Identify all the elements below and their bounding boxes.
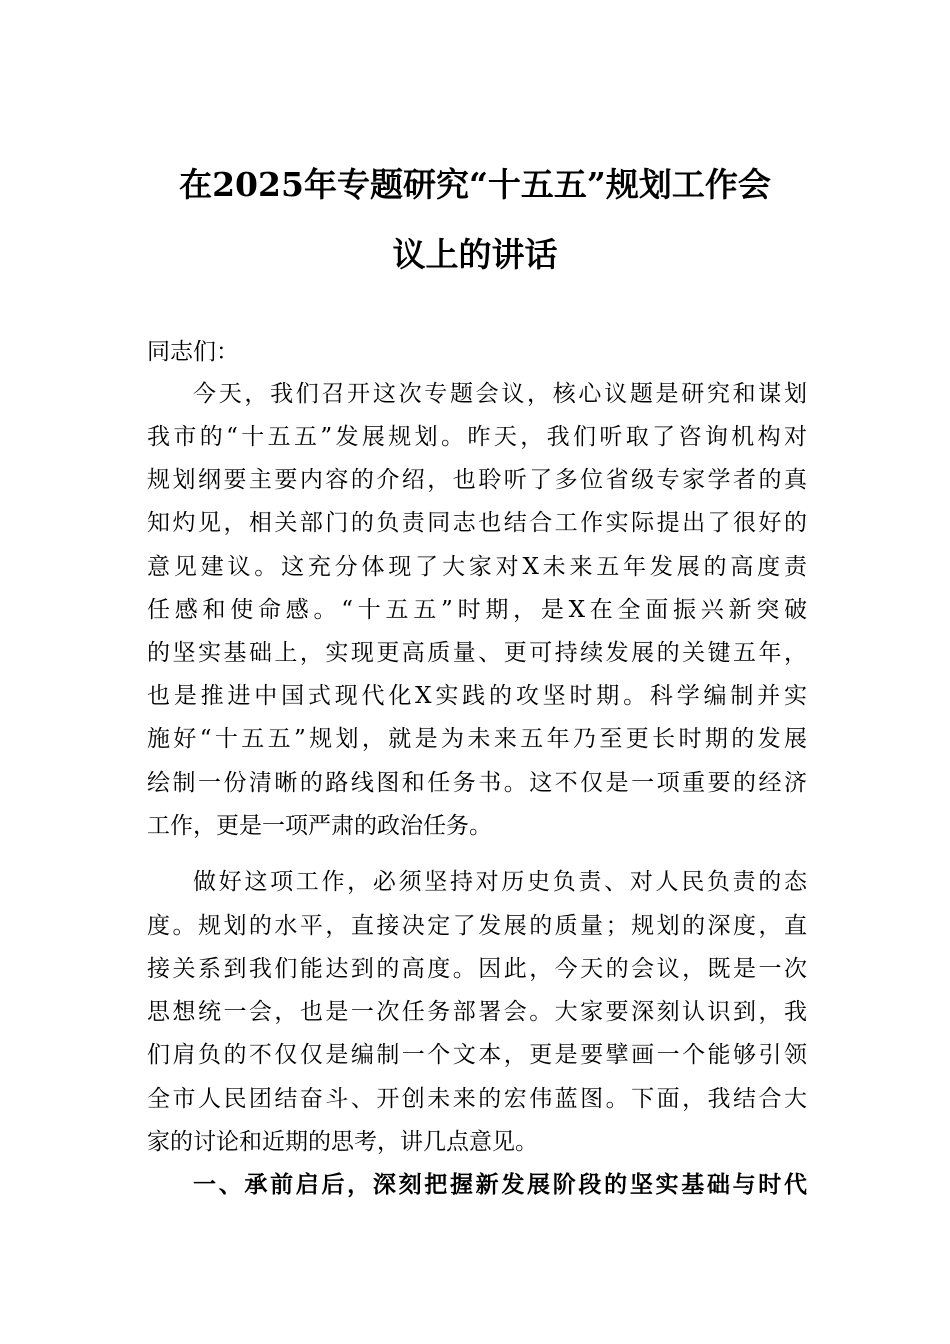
paragraph-1-line: 施好“十五五”规划，就是为未来五年乃至更长时期的发展: [147, 726, 807, 752]
paragraph-1-line: 也是推进中国式现代化X实践的攻坚时期。科学编制并实: [147, 683, 807, 709]
paragraph-1-line: 任感和使命感。“十五五”时期，是X在全面振兴新突破: [147, 597, 807, 623]
paragraph-1-line: 今天，我们召开这次专题会议，核心议题是研究和谋划: [193, 381, 807, 407]
paragraph-2-line: 做好这项工作，必须坚持对历史负责、对人民负责的态: [193, 869, 807, 895]
paragraph-1-line: 我市的“十五五”发展规划。昨天，我们听取了咨询机构对: [147, 424, 807, 450]
salutation: 同志们：: [147, 339, 239, 365]
paragraph-1-line: 的坚实基础上，实现更高质量、更可持续发展的关键五年，: [147, 640, 807, 666]
section-heading-1: 一、承前启后，深刻把握新发展阶段的坚实基础与时代: [193, 1172, 807, 1198]
document-title-line-1: 在2025年专题研究“十五五”规划工作会: [179, 165, 771, 204]
paragraph-1-line: 绘制一份清晰的路线图和任务书。这不仅是一项重要的经济: [147, 770, 807, 796]
paragraph-2-line: 接关系到我们能达到的高度。因此，今天的会议，既是一次: [147, 956, 807, 982]
paragraph-1-line: 知灼见，相关部门的负责同志也结合工作实际提出了很好的: [147, 510, 807, 536]
paragraph-2-line: 全市人民团结奋斗、开创未来的宏伟蓝图。下面，我结合大: [147, 1086, 807, 1112]
paragraph-1-line: 工作，更是一项严肃的政治任务。: [147, 813, 492, 839]
paragraph-2-line: 们肩负的不仅仅是编制一个文本，更是要擘画一个能够引领: [147, 1042, 807, 1068]
document-title-line-2: 议上的讲话: [392, 235, 558, 274]
paragraph-1-line: 意见建议。这充分体现了大家对X未来五年发展的高度责: [147, 554, 807, 580]
paragraph-2-line: 思想统一会，也是一次任务部署会。大家要深刻认识到，我: [147, 999, 807, 1025]
paragraph-1-line: 规划纲要主要内容的介绍，也聆听了多位省级专家学者的真: [147, 467, 807, 493]
paragraph-2-line: 度。规划的水平，直接决定了发展的质量；规划的深度，直: [147, 913, 807, 939]
paragraph-2-line: 家的讨论和近期的思考，讲几点意见。: [147, 1129, 538, 1155]
